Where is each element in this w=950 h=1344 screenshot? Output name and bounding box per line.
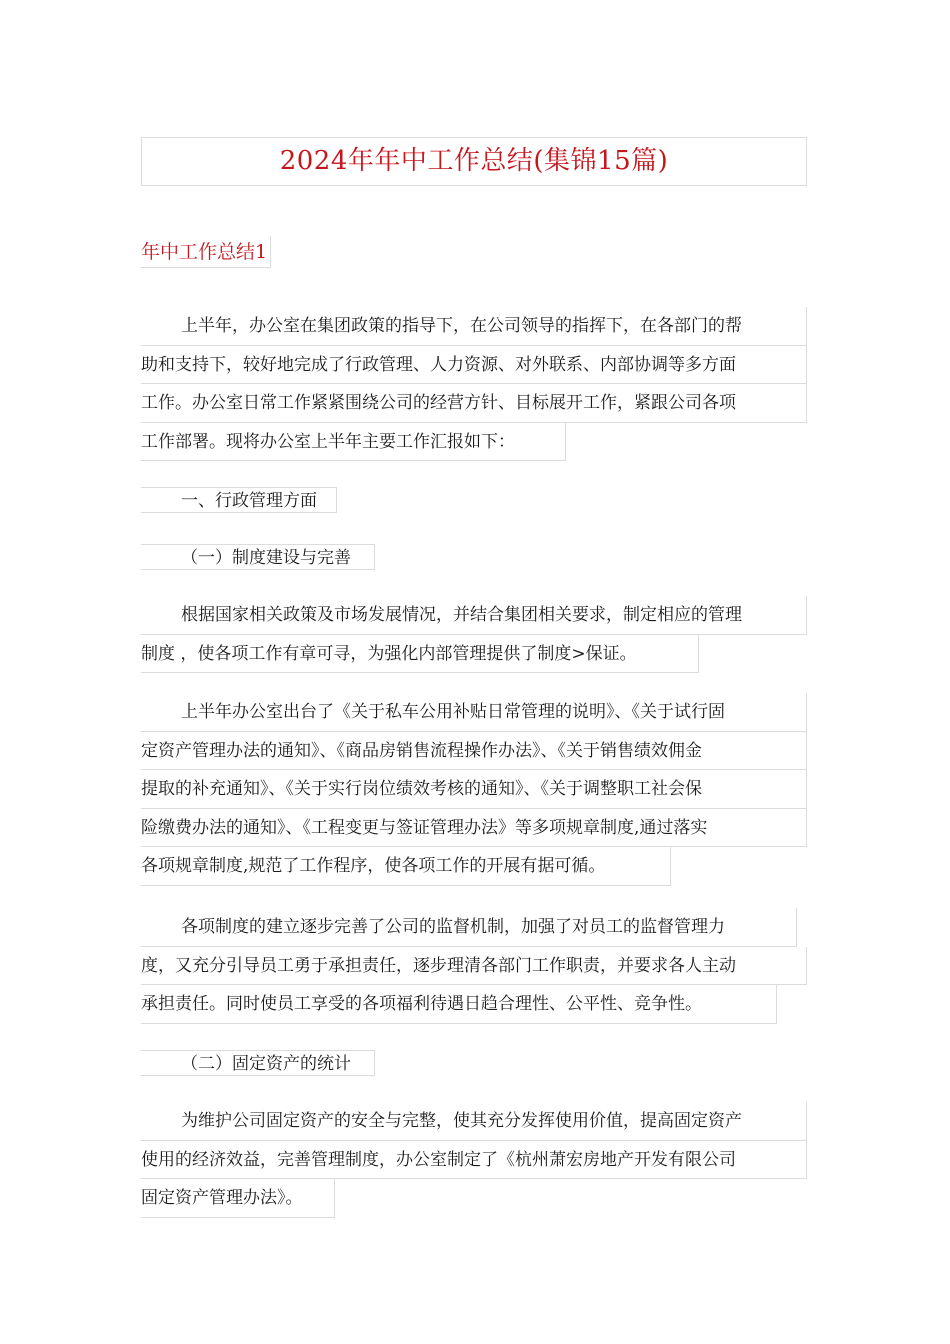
paragraph-line: 承担责任。同时使员工享受的各项福利待遇日趋合理性、公平性、竞争性。 [141, 985, 777, 1024]
paragraph-line: 工作。办公室日常工作紧紧围绕公司的经营方针、目标展开工作，紧跟公司各项 [141, 384, 807, 423]
paragraph-line: 使用的经济效益，完善管理制度，办公室制定了《杭州萧宏房地产开发有限公司 [141, 1141, 807, 1180]
heading-fixed-assets: （二）固定资产的统计 [141, 1050, 375, 1076]
paragraph-line: 为维护公司固定资产的安全与完整，使其充分发挥使用价值，提高固定资产 [141, 1102, 807, 1141]
heading-rules-building: （一）制度建设与完善 [141, 544, 375, 570]
paragraph-line: 各项规章制度,规范了工作程序，使各项工作的开展有据可循。 [141, 847, 671, 886]
paragraph-line: 工作部署。现将办公室上半年主要工作汇报如下： [141, 423, 566, 462]
document-title-box [141, 137, 807, 186]
section-title: 年中工作总结1 [141, 236, 271, 268]
paragraph-line: 提取的补充通知》、《关于实行岗位绩效考核的通知》、《关于调整职工社会保 [141, 770, 807, 809]
paragraph-2 [141, 596, 807, 673]
paragraph-line: 度，又充分引导员工勇于承担责任，逐步理清各部门工作职责，并要求各人主动 [141, 947, 807, 986]
document-title: 2024年年中工作总结(集锦15篇) [279, 146, 669, 176]
paragraph-4 [141, 908, 807, 1024]
paragraph-line: 险缴费办法的通知》、《工程变更与签证管理办法》等多项规章制度,通过落实 [141, 809, 807, 848]
paragraph-line: 根据国家相关政策及市场发展情况，并结合集团相关要求，制定相应的管理 [141, 596, 807, 635]
paragraph-line: 助和支持下，较好地完成了行政管理、人力资源、对外联系、内部协调等多方面 [141, 346, 807, 385]
paragraph-line: 制度 ，使各项工作有章可寻，为强化内部管理提供了制度>保证。 [141, 635, 699, 674]
heading-administration: 一、行政管理方面 [141, 487, 337, 513]
paragraph-line: 固定资产管理办法》。 [141, 1179, 335, 1218]
paragraph-5 [141, 1102, 807, 1218]
paragraph-line: 定资产管理办法的通知》、《商品房销售流程操作办法》、《关于销售绩效佣金 [141, 732, 807, 771]
paragraph-3 [141, 693, 807, 886]
paragraph-1 [141, 307, 807, 461]
paragraph-line: 各项制度的建立逐步完善了公司的监督机制，加强了对员工的监督管理力 [141, 908, 797, 947]
paragraph-line: 上半年，办公室在集团政策的指导下，在公司领导的指挥下，在各部门的帮 [141, 307, 807, 346]
paragraph-line: 上半年办公室出台了《关于私车公用补贴日常管理的说明》、《关于试行固 [141, 693, 807, 732]
